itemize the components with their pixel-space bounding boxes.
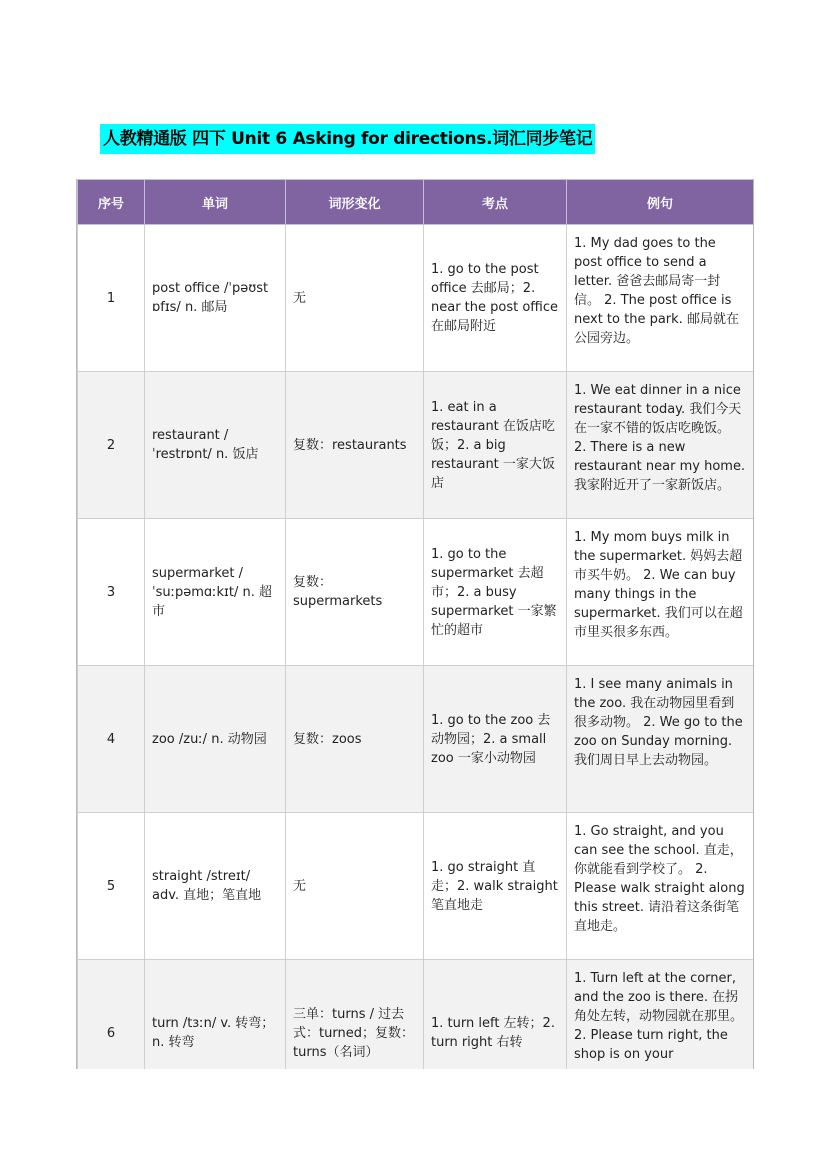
cell-points: 1. go to the supermarket 去超市；2. a busy supermarket 一家繁忙的超市: [424, 519, 567, 666]
cell-points: 1. turn left 左转；2. turn right 右转: [424, 960, 567, 1070]
cell-examples: 1. My dad goes to the post office to send a letter. 爸爸去邮局寄一封信。 2. The post office is next to the park. 邮局就在公园旁边。: [567, 225, 754, 372]
header-index: 序号: [78, 180, 145, 225]
cell-examples: 1. My mom buys milk in the supermarket. 妈妈去超市买牛奶。 2. We can buy many things in the supermarket. 我们可以在超市里买很多东西。: [567, 519, 754, 666]
cell-word: restaurant /ˈrestrɒnt/ n. 饭店: [145, 372, 286, 519]
table-row: [78, 519, 754, 666]
cell-forms: 无: [286, 225, 424, 372]
cell-forms: 复数：supermarkets: [286, 519, 424, 666]
cell-forms: 无: [286, 813, 424, 960]
cell-word: zoo /zuː/ n. 动物园: [145, 666, 286, 813]
header-word: 单词: [145, 180, 286, 225]
cell-forms: 复数：restaurants: [286, 372, 424, 519]
cell-index: 3: [78, 519, 145, 666]
cell-examples: 1. We eat dinner in a nice restaurant today. 我们今天在一家不错的饭店吃晚饭。 2. There is a new restaurant near my home. 我家附近开了一家新饭店。: [567, 372, 754, 519]
table-row: [78, 960, 754, 1070]
cell-forms: 复数：zoos: [286, 666, 424, 813]
table-row: [78, 813, 754, 960]
cell-index: 4: [78, 666, 145, 813]
table-row: [78, 372, 754, 519]
cell-examples: 1. Turn left at the corner, and the zoo is there. 在拐角处左转，动物园就在那里。 2. Please turn right, the shop is on your: [567, 960, 754, 1070]
page-title: 人教精通版 四下 Unit 6 Asking for directions.词汇同步笔记: [100, 124, 595, 154]
table-header-row: [78, 180, 754, 225]
cell-index: 6: [78, 960, 145, 1070]
table-row: [78, 666, 754, 813]
vocabulary-table-container: [76, 179, 754, 1069]
cell-examples: 1. Go straight, and you can see the school. 直走，你就能看到学校了。 2. Please walk straight along this street. 请沿着这条街笔直地走。: [567, 813, 754, 960]
cell-index: 1: [78, 225, 145, 372]
header-examples: 例句: [567, 180, 754, 225]
cell-word: turn /tɜːn/ v. 转弯；n. 转弯: [145, 960, 286, 1070]
cell-points: 1. go to the post office 去邮局；2. near the post office 在邮局附近: [424, 225, 567, 372]
header-forms: 词形变化: [286, 180, 424, 225]
header-points: 考点: [424, 180, 567, 225]
cell-points: 1. go to the zoo 去动物园；2. a small zoo 一家小动物园: [424, 666, 567, 813]
cell-examples: 1. I see many animals in the zoo. 我在动物园里看到很多动物。 2. We go to the zoo on Sunday morning. 我们周日早上去动物园。: [567, 666, 754, 813]
cell-points: 1. go straight 直走；2. walk straight 笔直地走: [424, 813, 567, 960]
cell-word: post office /ˈpəʊst ɒfɪs/ n. 邮局: [145, 225, 286, 372]
vocabulary-table: [77, 179, 754, 1069]
cell-word: supermarket /ˈsuːpəmɑːkɪt/ n. 超市: [145, 519, 286, 666]
cell-word: straight /streɪt/ adv. 直地；笔直地: [145, 813, 286, 960]
cell-points: 1. eat in a restaurant 在饭店吃饭；2. a big restaurant 一家大饭店: [424, 372, 567, 519]
table-row: [78, 225, 754, 372]
cell-index: 2: [78, 372, 145, 519]
cell-forms: 三单：turns / 过去式：turned；复数：turns（名词）: [286, 960, 424, 1070]
cell-index: 5: [78, 813, 145, 960]
